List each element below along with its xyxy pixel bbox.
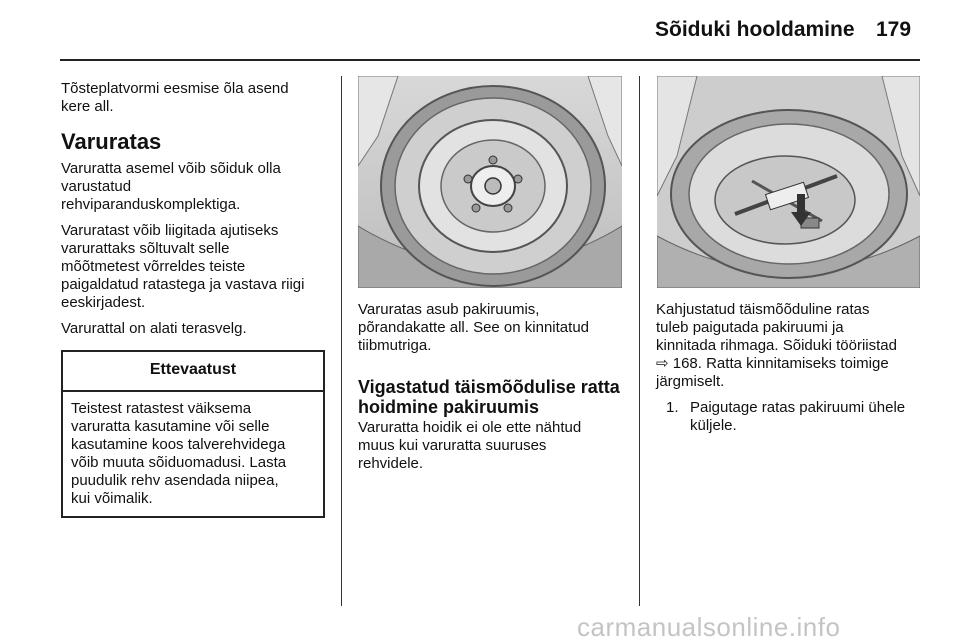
intro-text: Tõsteplatvormi eesmise õla asend kere all. [61,80,289,115]
column-divider-2 [639,76,640,606]
page-header-title: Sõiduki hooldamine [655,18,855,41]
paragraph-1: Varuratta asemel võib sõiduk olla varustatud rehviparanduskomplektiga. [61,160,281,213]
caution-text: Teistest ratastest väiksema varuratta kasutamine või selle kasutamine koos talverehvidega võib muuta sõiduomadusi. Lasta puudulik rehv asendada niipea, kui võimalik. [71,400,287,507]
column-divider-1 [341,76,342,606]
spare-wheel-photo [358,76,622,288]
paragraph-2: Varuratast võib liigitada ajutiseks varurattaks sõltuvalt selle mõõtmetest võrreldes teiste paigaldatud ratastega ja vastava riigi eeskirjadest. [61,222,305,311]
list-item-number: 1. [666,399,679,416]
damaged-wheel-text: Varuratta hoidik ei ole ette nähtud muus kui varuratta suuruses rehvidele. [358,419,582,472]
caution-title: Ettevaatust [63,352,323,392]
list-item-text: Paigutage ratas pakiruumi ühele küljele. [690,399,906,434]
caution-box [61,350,325,518]
column-2 [358,301,630,481]
paragraph-3: Varurattal on alati terasvelg. [61,320,247,337]
column-1 [61,80,325,518]
watermark: carmanualsonline.info [577,612,841,642]
column-3 [656,301,926,435]
damaged-wheel-storage-photo [657,76,920,288]
list-item [666,399,926,435]
page-number: 179 [876,18,912,41]
trunk-storage-illustration [657,76,920,288]
section-heading-spare-wheel: Varuratas [61,129,162,154]
header-rule [60,59,920,61]
storage-instructions: Kahjustatud täismõõduline ratas tuleb paigutada pakiruumi ja kinnitada rihmaga. Sõiduki tööriistad ⇨ 168. Ratta kinnitamiseks toimige järgmiselt. [656,301,897,390]
section-heading-damaged-wheel: Vigastatud täismõõdulise ratta hoidmine pakiruumis [358,377,620,417]
spare-wheel-illustration [358,76,622,288]
spare-wheel-caption: Varuratas asub pakiruumis, põrandakatte all. See on kinnitatud tiibmutriga. [358,301,589,354]
